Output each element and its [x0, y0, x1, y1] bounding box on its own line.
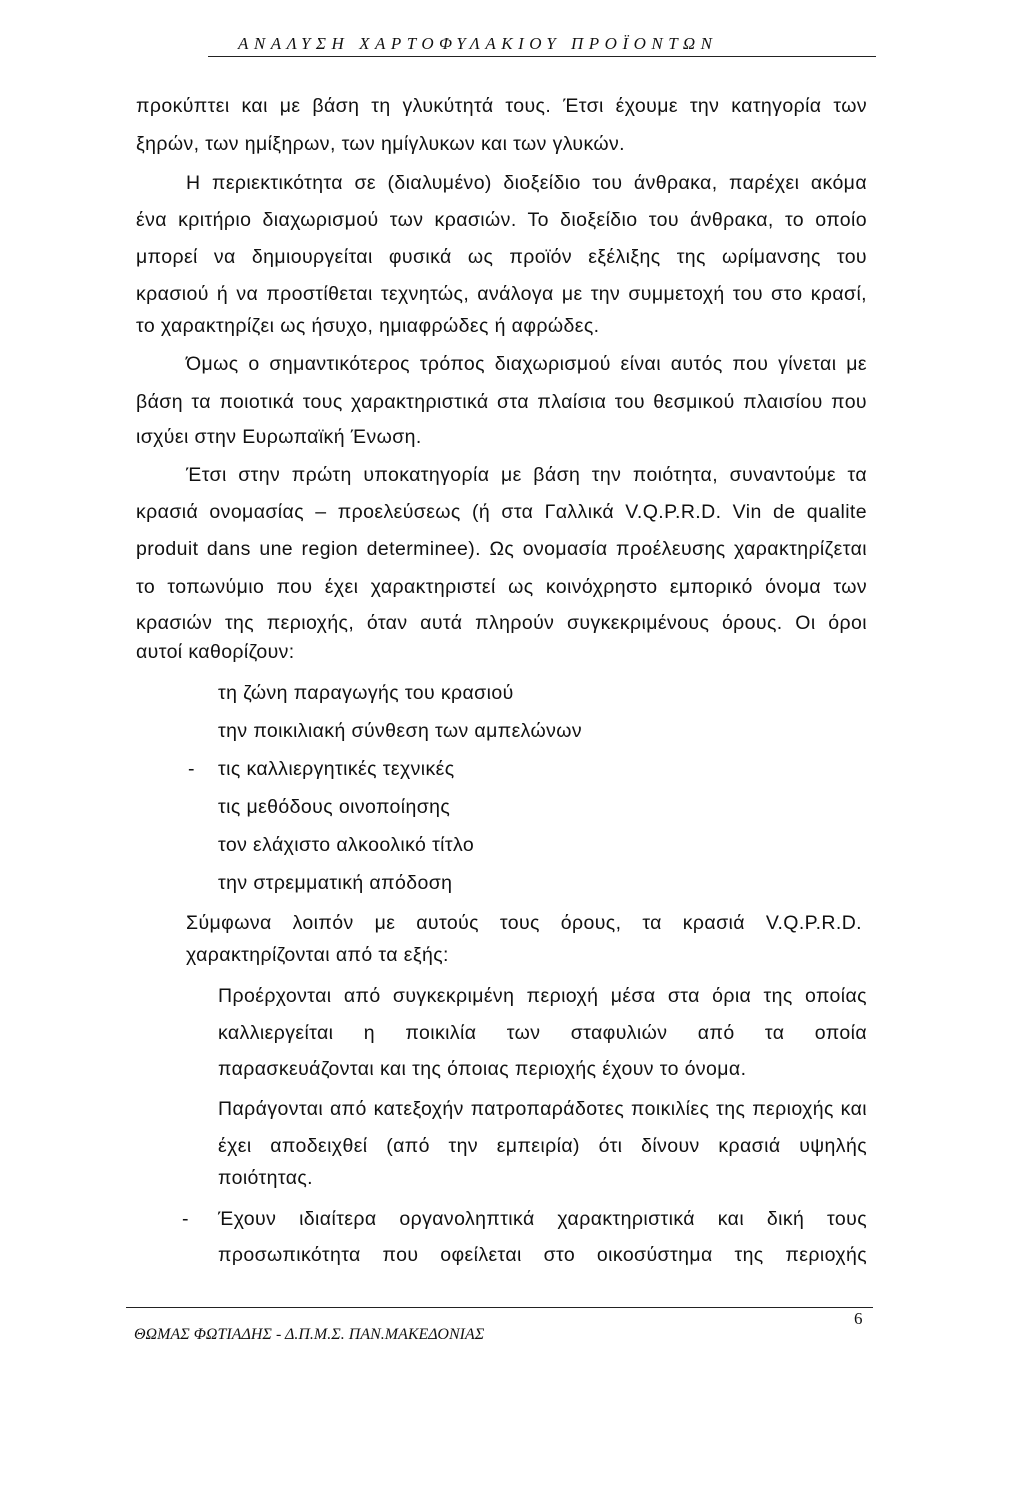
summary-line: Σύμφωνα λοιπόν με αυτούς τους όρους, τα κρασιά V.Q.P.R.D.: [186, 912, 862, 934]
condition-item: τις καλλιεργητικές τεχνικές: [218, 758, 455, 780]
list-dash: -: [182, 1208, 189, 1230]
body-line: Έτσι στην πρώτη υποκατηγορία με βάση την ποιότητα, συναντούμε τα: [186, 464, 867, 486]
characteristic-line: έχει αποδειχθεί (από την εμπειρία) ότι δίνουν κρασιά υψηλής: [218, 1135, 867, 1157]
body-line: το χαρακτηρίζει ως ήσυχο, ημιαφρώδες ή αφρώδες.: [136, 315, 600, 337]
footer-author: ΘΩΜΑΣ ΦΩΤΙΑΔΗΣ - Δ.Π.Μ.Σ. ΠΑΝ.ΜΑΚΕΔΟΝΙΑΣ: [134, 1326, 485, 1343]
body-line: Η περιεκτικότητα σε (διαλυμένο) διοξείδιο του άνθρακα, παρέχει ακόμα: [186, 172, 867, 194]
body-line: ένα κριτήριο διαχωρισμού των κρασιών. Το διοξείδιο του άνθρακα, το οποίο: [136, 209, 867, 231]
characteristic-line: προσωπικότητα που οφείλεται στο οικοσύστημα της περιοχής: [218, 1244, 867, 1266]
body-line: Όμως ο σημαντικότερος τρόπος διαχωρισμού είναι αυτός που γίνεται με: [186, 353, 867, 375]
body-line: κρασιά ονομασίας – προελεύσεως (ή στα Γαλλικά V.Q.P.R.D. Vin de qualite: [136, 501, 867, 523]
condition-item: τη ζώνη παραγωγής του κρασιού: [218, 682, 514, 704]
body-line: προκύπτει και με βάση τη γλυκύτητά τους. Έτσι έχουμε την κατηγορία των: [136, 95, 867, 117]
body-line: μπορεί να δημιουργείται φυσικά ως προϊόν εξέλιξης της ωρίμανσης του: [136, 246, 867, 268]
characteristic-line: καλλιεργείται η ποικιλία των σταφυλιών από τα οποία: [218, 1022, 867, 1044]
body-line: ισχύει στην Ευρωπαϊκή Ένωση.: [136, 426, 422, 448]
body-line: κρασιών της περιοχής, όταν αυτά πληρούν συγκεκριμένους όρους. Οι όροι: [136, 612, 867, 634]
header-rule: [208, 56, 876, 57]
list-dash: -: [188, 758, 195, 780]
body-line: κρασιού ή να προστίθεται τεχνητώς, ανάλογα με την συμμετοχή του στο κρασί,: [136, 283, 867, 305]
body-line: βάση τα ποιοτικά τους χαρακτηριστικά στα πλαίσια του θεσμικού πλαισίου που: [136, 391, 867, 413]
body-line: ξηρών, των ημίξηρων, των ημίγλυκων και των γλυκών.: [136, 133, 625, 155]
characteristic-line: ποιότητας.: [218, 1167, 313, 1189]
page-number: 6: [854, 1309, 863, 1328]
body-line: το τοπωνύμιο που έχει χαρακτηριστεί ως κοινόχρηστο εμπορικό όνομα των: [136, 576, 867, 598]
characteristic-line: Έχουν ιδιαίτερα οργανοληπτικά χαρακτηριστικά και δική τους: [218, 1208, 867, 1230]
characteristic-line: Παράγονται από κατεξοχήν πατροπαράδοτες ποικιλίες της περιοχής και: [218, 1098, 867, 1120]
characteristic-line: Προέρχονται από συγκεκριμένη περιοχή μέσα στα όρια της οποίας: [218, 985, 867, 1007]
footer-rule: [126, 1307, 873, 1308]
condition-item: την ποικιλιακή σύνθεση των αμπελώνων: [218, 720, 583, 742]
summary-line: χαρακτηρίζονται από τα εξής:: [186, 944, 449, 966]
body-line: αυτοί καθορίζουν:: [136, 641, 295, 663]
condition-item: την στρεμματική απόδοση: [218, 872, 453, 894]
running-header: ΑΝΑΛΥΣΗ ΧΑΡΤΟΦΥΛΑΚΙΟΥ ΠΡΟΪΟΝΤΩΝ: [238, 34, 718, 53]
body-line: produit dans une region determinee). Ως ονομασία προέλευσης χαρακτηρίζεται: [136, 538, 867, 560]
condition-item: τις μεθόδους οινοποίησης: [218, 796, 451, 818]
condition-item: τον ελάχιστο αλκοολικό τίτλο: [218, 834, 475, 856]
characteristic-line: παρασκευάζονται και της όποιας περιοχής έχουν το όνομα.: [218, 1058, 747, 1080]
